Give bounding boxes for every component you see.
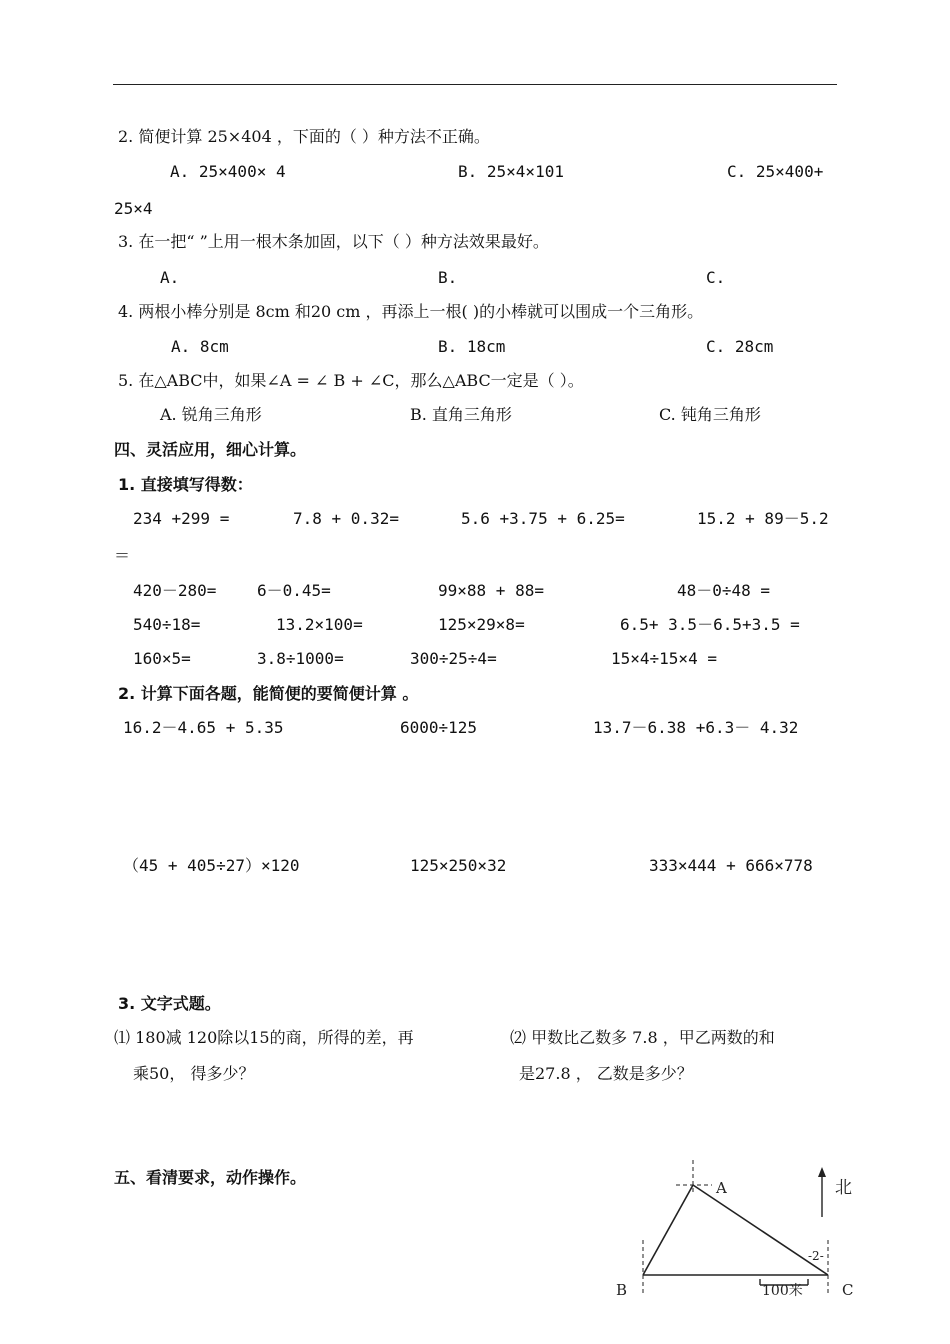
oral-calc-item: 6－0.45= [257,581,331,600]
part1-title: 1. 直接填写得数： [118,475,253,494]
q3-stem: 3. 在一把“ ”上用一根木条加固，以下（ ）种方法效果最好。 [118,232,549,251]
q5-option-c: C. 钝角三角形 [659,405,761,424]
q2-option-c: C. 25×400+ [727,162,824,181]
oral-calc-item: 13.2×100= [276,615,363,634]
q2-stem: 2. 简便计算 25×404 ，下面的（ ）种方法不正确。 [118,127,490,146]
q3-option-a: A. [160,268,180,287]
oral-calc-item: 48－0÷48 = [677,581,771,600]
oral-calc-item: 3.8÷1000= [257,649,344,668]
word-problem-2-line2: 是27.8 ， 乙数是多少？ [519,1064,693,1083]
side-ab [643,1185,693,1275]
calc-problem: 6000÷125 [400,718,478,737]
point-c-label: C [842,1281,854,1299]
oral-calc-item: 6.5+ 3.5－6.5+3.5 = [620,615,800,634]
oral-calc-item: 540÷18= [133,615,201,634]
scale-label: 100米 [762,1283,803,1299]
calc-problem: 13.7－6.38 +6.3－ 4.32 [593,718,799,737]
q2-option-b: B. 25×4×101 [458,162,564,181]
calc-problem: （45 + 405÷27）×120 [123,856,300,875]
section5-title: 五、看清要求，动作操作。 [114,1168,307,1187]
oral-calc-item: 300÷25÷4= [410,649,497,668]
q4-stem: 4. 两根小棒分别是 8cm 和20 cm ，再添上一根( )的小棒就可以围成一个三角形。 [118,302,704,321]
point-b-label: B [616,1281,628,1299]
word-problem-2-line1: ⑵ 甲数比乙数多 7.8 ，甲乙两数的和 [510,1028,775,1047]
oral-calc-item: 234 +299 = [133,509,230,528]
q3-option-b: B. [438,268,458,287]
north-label: 北 [835,1178,852,1198]
q5-stem: 5. 在△ABC中，如果∠A = ∠ B + ∠C，那么△ABC一定是（ ）。 [118,371,584,390]
north-arrow-head [818,1167,826,1177]
q4-option-b: B. 18cm [438,337,506,356]
oral-calc-item-continued: ＝ [114,546,131,565]
calc-problem: 125×250×32 [410,856,507,875]
oral-calc-item: 420－280= [133,581,217,600]
point-a-label: A [716,1179,727,1197]
oral-calc-item: 5.6 +3.75 + 6.25= [461,509,625,528]
word-problem-1-line2: 乘50， 得多少？ [133,1064,255,1083]
q4-option-c: C. 28cm [706,337,774,356]
oral-calc-item: 7.8 + 0.32= [293,509,399,528]
q5-option-b: B. 直角三角形 [410,405,512,424]
q5-option-a: A. 锐角三角形 [160,405,262,424]
q3-option-c: C. [706,268,726,287]
header-rule [113,84,837,85]
calc-problem: 333×444 + 666×778 [649,856,813,875]
oral-calc-item: 160×5= [133,649,191,668]
part3-title: 3. 文字式题。 [118,994,221,1013]
oral-calc-item: 15.2 + 89－5.2 [697,509,829,528]
q2-option-c-continued: 25×4 [114,199,153,218]
oral-calc-item: 125×29×8= [438,615,525,634]
section4-title: 四、灵活应用，细心计算。 [114,440,307,459]
oral-calc-item: 99×88 + 88= [438,581,544,600]
word-problem-1-line1: ⑴ 180减 120除以15的商，所得的差，再 [114,1028,414,1047]
calc-problem: 16.2－4.65 + 5.35 [123,718,284,737]
part2-title: 2. 计算下面各题，能简便的要简便计算 。 [118,684,419,703]
triangle-map-figure [600,1155,870,1340]
q2-option-a: A. 25×400× 4 [170,162,286,181]
q4-option-a: A. 8cm [171,337,229,356]
oral-calc-item: 15×4÷15×4 = [611,649,717,668]
side-mark-label: -2- [808,1249,824,1263]
